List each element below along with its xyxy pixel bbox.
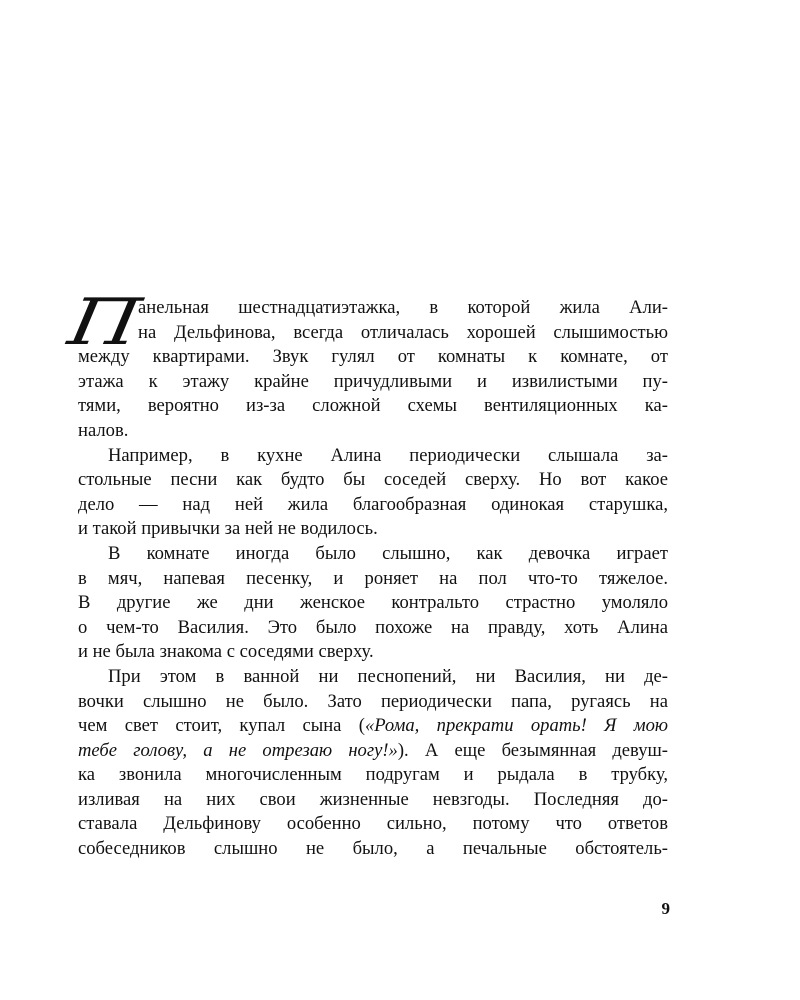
page-number: 9 <box>661 899 670 918</box>
text-segment: ). А еще безымянная девуш- <box>397 739 668 761</box>
text-line: и такой привычки за ней не водилось. <box>78 518 378 540</box>
text-line <box>78 714 668 739</box>
text-line: тями, вероятно из-за сложной схемы вентиляционных ка- <box>78 395 668 417</box>
text-line <box>78 739 668 764</box>
paragraph-3 <box>78 542 668 665</box>
paragraph-2 <box>78 444 668 542</box>
text-line: ка звонила многочисленным подругам и рыдала в трубку, <box>78 764 668 786</box>
page-body <box>63 286 668 862</box>
quote-text: «Рома, прекрати орать! Я мою <box>364 715 668 737</box>
text-line: на Дельфинова, всегда отличалась хорошей слышимостью <box>138 321 668 343</box>
quote-text: тебе голову, а не отрезаю ногу!» <box>78 739 398 761</box>
text-line: этажа к этажу крайне причудливыми и извилистыми пу- <box>78 370 668 392</box>
paragraph-4 <box>78 665 668 862</box>
text-line: собеседников слышно не было, а печальные обстоятель- <box>78 838 668 860</box>
text-line: ставала Дельфинову особенно сильно, потому что ответов <box>78 813 668 835</box>
text-line: Например, в кухне Алина периодически слышала за- <box>108 444 668 466</box>
text-segment: чем свет стоит, купал сына ( <box>78 715 365 737</box>
text-line: анельная шестнадцатиэтажка, в которой жила Али- <box>138 297 668 318</box>
drop-cap: П <box>63 286 146 360</box>
text-line: стольные песни как будто бы соседей сверху. Но вот какое <box>78 469 668 491</box>
text-line: изливая на них свои жизненные невзгоды. Последняя до- <box>78 788 668 810</box>
text-line: о чем-то Василия. Это было похоже на правду, хоть Алина <box>78 616 668 638</box>
text-line: и не была знакома с соседями сверху. <box>78 641 374 663</box>
text-line: При этом в ванной ни песнопений, ни Василия, ни де- <box>108 665 668 687</box>
text-line: между квартирами. Звук гулял от комнаты к комнате, от <box>78 346 668 368</box>
text-line: дело — над ней жила благообразная одинокая старушка, <box>78 493 668 515</box>
text-line: В комнате иногда было слышно, как девочка играет <box>108 542 668 564</box>
paragraph-1 <box>63 286 668 444</box>
text-line: налов. <box>78 419 129 441</box>
text-line: в мяч, напевая песенку, и роняет на пол что-то тяжелое. <box>78 567 668 589</box>
text-line: В другие же дни женское контральто страстно умоляло <box>78 592 668 614</box>
text-line: вочки слышно не было. Зато периодически папа, ругаясь на <box>78 690 668 712</box>
chapter-text <box>63 286 668 862</box>
